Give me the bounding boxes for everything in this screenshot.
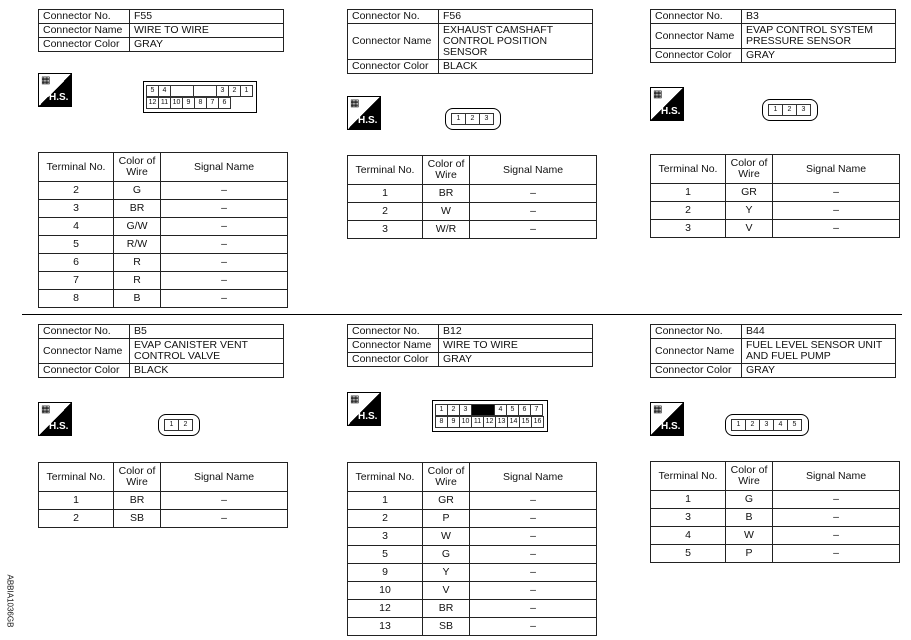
harness-side-icon <box>347 392 381 426</box>
table-row <box>39 254 288 272</box>
connector-glyph-icon: ▦ <box>653 404 663 415</box>
table-row <box>39 182 288 200</box>
table-row <box>39 290 288 308</box>
pin-cell: 14 <box>507 416 520 428</box>
header-wire-color: Color of Wire <box>726 462 773 491</box>
terminal-header-row <box>348 156 597 185</box>
cell-terminal: 2 <box>39 510 114 528</box>
pin-cell: 2 <box>465 113 480 125</box>
cell-signal: – <box>161 272 288 290</box>
connector-glyph-icon: ▦ <box>350 394 360 405</box>
pin-row <box>147 97 253 109</box>
info-row-color <box>39 38 284 52</box>
pin-cell: 3 <box>216 85 229 97</box>
harness-side-icon <box>347 96 381 130</box>
cell-wire-color: BR <box>423 600 470 618</box>
info-label: Connector Name <box>39 24 130 38</box>
pin-cell: 1 <box>768 104 783 116</box>
cell-terminal: 2 <box>651 202 726 220</box>
table-row <box>348 510 597 528</box>
info-label: Connector Name <box>651 339 742 364</box>
cell-signal: – <box>470 203 597 221</box>
cell-terminal: 1 <box>651 184 726 202</box>
cell-terminal: 9 <box>348 564 423 582</box>
pin-row <box>452 113 494 125</box>
header-wire-color: Color of Wire <box>114 153 161 182</box>
harness-side-icon <box>650 402 684 436</box>
cell-terminal: 6 <box>39 254 114 272</box>
pin-cell: 6 <box>518 404 531 416</box>
table-row <box>348 492 597 510</box>
info-row-color <box>348 60 593 74</box>
cell-terminal: 4 <box>39 218 114 236</box>
table-row <box>39 200 288 218</box>
cell-signal: – <box>470 582 597 600</box>
cell-terminal: 10 <box>348 582 423 600</box>
pin-cell: 7 <box>206 97 219 109</box>
header-wire-color: Color of Wire <box>423 156 470 185</box>
header-signal: Signal Name <box>470 156 597 185</box>
cell-wire-color: V <box>423 582 470 600</box>
table-row <box>39 272 288 290</box>
table-row <box>348 618 597 636</box>
info-label: Connector Color <box>348 60 439 74</box>
info-row-name <box>651 24 896 49</box>
info-value: EVAP CANISTER VENT CONTROL VALVE <box>130 339 284 364</box>
pin-cell: 12 <box>146 97 159 109</box>
connector-panel-b44 <box>650 324 896 378</box>
cell-wire-color: G <box>423 546 470 564</box>
cell-terminal: 3 <box>39 200 114 218</box>
pin-cell: 5 <box>787 419 802 431</box>
cell-terminal: 3 <box>348 528 423 546</box>
cell-terminal: 2 <box>348 203 423 221</box>
pin-cell: 3 <box>459 404 472 416</box>
table-row <box>348 185 597 203</box>
connector-face <box>143 81 257 113</box>
pin-cell: 5 <box>506 404 519 416</box>
cell-wire-color: Y <box>423 564 470 582</box>
terminal-header-row <box>651 155 900 184</box>
info-value: B44 <box>742 325 896 339</box>
pin-cell: 1 <box>731 419 746 431</box>
cell-signal: – <box>161 182 288 200</box>
cell-wire-color: V <box>726 220 773 238</box>
pin-cell: 8 <box>194 97 207 109</box>
terminal-table <box>38 462 288 528</box>
pin-row <box>732 419 802 431</box>
connector-face <box>762 99 818 121</box>
header-wire-color: Color of Wire <box>114 463 161 492</box>
cell-signal: – <box>470 600 597 618</box>
connector-glyph-icon: ▦ <box>653 89 663 100</box>
cell-wire-color: P <box>726 545 773 563</box>
cell-wire-color: R/W <box>114 236 161 254</box>
table-row <box>348 600 597 618</box>
cell-wire-color: W <box>423 203 470 221</box>
figure-id: ABBIA1036GB <box>5 574 15 628</box>
info-value: F55 <box>130 10 284 24</box>
cell-terminal: 7 <box>39 272 114 290</box>
pin-cell: 1 <box>435 404 448 416</box>
info-row-no <box>39 10 284 24</box>
pin-cell: 6 <box>218 97 231 109</box>
pin-cell: 9 <box>182 97 195 109</box>
info-value: F56 <box>439 10 593 24</box>
cell-signal: – <box>470 564 597 582</box>
info-label: Connector Name <box>348 24 439 60</box>
terminal-table <box>650 461 900 563</box>
table-row <box>39 236 288 254</box>
pin-cell: 13 <box>495 416 508 428</box>
cell-wire-color: SB <box>423 618 470 636</box>
info-value: FUEL LEVEL SENSOR UNIT AND FUEL PUMP <box>742 339 896 364</box>
cell-signal: – <box>161 218 288 236</box>
cell-signal: – <box>161 510 288 528</box>
connector-panel-b12 <box>347 324 593 367</box>
connector-key <box>170 85 194 97</box>
info-row-name <box>651 339 896 364</box>
info-row-color <box>348 353 593 367</box>
pin-cell: 1 <box>164 419 179 431</box>
terminal-header-row <box>348 463 597 492</box>
connector-info-table <box>347 9 593 74</box>
info-label: Connector Name <box>651 24 742 49</box>
info-label: Connector Color <box>651 49 742 63</box>
cell-wire-color: G/W <box>114 218 161 236</box>
pin-cell: 4 <box>158 85 171 97</box>
table-row <box>348 221 597 239</box>
cell-terminal: 3 <box>651 509 726 527</box>
cell-wire-color: W <box>726 527 773 545</box>
cell-terminal: 8 <box>39 290 114 308</box>
header-wire-color: Color of Wire <box>726 155 773 184</box>
hs-label: H.S. <box>661 106 681 117</box>
pin-cell: 1 <box>240 85 253 97</box>
info-row-no <box>651 325 896 339</box>
cell-signal: – <box>161 254 288 272</box>
info-value: BLACK <box>130 364 284 378</box>
pin-cell: 2 <box>178 419 193 431</box>
cell-signal: – <box>470 510 597 528</box>
info-label: Connector No. <box>39 325 130 339</box>
info-row-no <box>348 325 593 339</box>
connector-glyph-icon: ▦ <box>41 404 51 415</box>
cell-wire-color: SB <box>114 510 161 528</box>
info-label: Connector No. <box>651 325 742 339</box>
pin-cell: 7 <box>530 404 543 416</box>
pin-cell: 9 <box>447 416 460 428</box>
harness-side-icon <box>38 73 72 107</box>
terminal-header-row <box>651 462 900 491</box>
hs-label: H.S. <box>49 421 69 432</box>
table-row <box>348 203 597 221</box>
cell-terminal: 1 <box>39 492 114 510</box>
connector-info-table <box>650 9 896 63</box>
cell-signal: – <box>773 527 900 545</box>
connector-panel-b3 <box>650 9 896 63</box>
cell-terminal: 2 <box>348 510 423 528</box>
info-label: Connector Name <box>39 339 130 364</box>
cell-signal: – <box>773 220 900 238</box>
pin-cell: 2 <box>447 404 460 416</box>
cell-wire-color: GR <box>726 184 773 202</box>
pin-cell: 2 <box>782 104 797 116</box>
pin-cell: 3 <box>796 104 811 116</box>
pin-cell: 11 <box>471 416 484 428</box>
connector-glyph-icon: ▦ <box>350 98 360 109</box>
pin-cell: 10 <box>459 416 472 428</box>
cell-signal: – <box>470 221 597 239</box>
connector-info-table <box>38 324 284 378</box>
cell-terminal: 1 <box>348 185 423 203</box>
terminal-table <box>347 155 597 239</box>
pin-cell: 16 <box>531 416 544 428</box>
info-row-no <box>348 10 593 24</box>
info-row-color <box>651 49 896 63</box>
pin-cell: 2 <box>228 85 241 97</box>
table-row <box>651 527 900 545</box>
header-terminal: Terminal No. <box>39 153 114 182</box>
cell-terminal: 5 <box>651 545 726 563</box>
header-terminal: Terminal No. <box>39 463 114 492</box>
terminal-table <box>650 154 900 238</box>
harness-side-icon <box>38 402 72 436</box>
pin-cell: 11 <box>158 97 171 109</box>
connector-glyph-icon: ▦ <box>41 75 51 86</box>
info-value: BLACK <box>439 60 593 74</box>
cell-terminal: 5 <box>348 546 423 564</box>
connector-face <box>432 400 548 432</box>
cell-wire-color: B <box>726 509 773 527</box>
table-row <box>39 510 288 528</box>
table-row <box>348 582 597 600</box>
table-row <box>651 220 900 238</box>
table-row <box>39 218 288 236</box>
pin-cell: 8 <box>435 416 448 428</box>
cell-wire-color: BR <box>423 185 470 203</box>
pin-row <box>436 416 544 428</box>
cell-signal: – <box>161 200 288 218</box>
pin-cell: 10 <box>170 97 183 109</box>
info-row-color <box>39 364 284 378</box>
info-row-no <box>39 325 284 339</box>
terminal-header-row <box>39 153 288 182</box>
connector-key <box>193 85 217 97</box>
info-value: GRAY <box>742 364 896 378</box>
cell-wire-color: W/R <box>423 221 470 239</box>
info-label: Connector No. <box>39 10 130 24</box>
info-value: B12 <box>439 325 593 339</box>
pin-row <box>165 419 193 431</box>
cell-terminal: 2 <box>39 182 114 200</box>
pin-cell: 2 <box>745 419 760 431</box>
info-value: WIRE TO WIRE <box>130 24 284 38</box>
connector-info-table <box>650 324 896 378</box>
info-value: B3 <box>742 10 896 24</box>
header-terminal: Terminal No. <box>651 155 726 184</box>
info-label: Connector Color <box>39 38 130 52</box>
info-label: Connector No. <box>348 10 439 24</box>
cell-terminal: 4 <box>651 527 726 545</box>
cell-wire-color: P <box>423 510 470 528</box>
cell-terminal: 12 <box>348 600 423 618</box>
cell-wire-color: GR <box>423 492 470 510</box>
cell-wire-color: BR <box>114 200 161 218</box>
info-row-no <box>651 10 896 24</box>
cell-signal: – <box>161 290 288 308</box>
info-label: Connector No. <box>651 10 742 24</box>
info-value: GRAY <box>130 38 284 52</box>
cell-signal: – <box>470 618 597 636</box>
pin-cell: 1 <box>451 113 466 125</box>
pin-cell: 4 <box>494 404 507 416</box>
info-label: Connector Name <box>348 339 439 353</box>
terminal-table <box>347 462 597 636</box>
header-signal: Signal Name <box>161 463 288 492</box>
hs-label: H.S. <box>661 421 681 432</box>
table-row <box>651 491 900 509</box>
header-signal: Signal Name <box>773 462 900 491</box>
cell-signal: – <box>773 491 900 509</box>
table-row <box>651 545 900 563</box>
connector-panel-b5 <box>38 324 284 378</box>
connector-face <box>158 414 200 436</box>
cell-signal: – <box>773 202 900 220</box>
info-value: B5 <box>130 325 284 339</box>
hs-label: H.S. <box>358 115 378 126</box>
cell-wire-color: G <box>726 491 773 509</box>
connector-face <box>725 414 809 436</box>
table-row <box>651 202 900 220</box>
table-row <box>348 546 597 564</box>
section-divider <box>22 314 902 315</box>
info-row-name <box>348 24 593 60</box>
cell-terminal: 3 <box>348 221 423 239</box>
table-row <box>39 492 288 510</box>
table-row <box>348 564 597 582</box>
pin-row <box>769 104 811 116</box>
info-row-name <box>348 339 593 353</box>
header-signal: Signal Name <box>161 153 288 182</box>
info-row-name <box>39 339 284 364</box>
info-label: Connector No. <box>348 325 439 339</box>
info-value: EXHAUST CAMSHAFT CONTROL POSITION SENSOR <box>439 24 593 60</box>
info-value: GRAY <box>742 49 896 63</box>
pin-row <box>436 404 544 416</box>
header-signal: Signal Name <box>773 155 900 184</box>
pin-cell: 4 <box>773 419 788 431</box>
connector-info-table <box>347 324 593 367</box>
pin-cell: 15 <box>519 416 532 428</box>
pin-cell: 12 <box>483 416 496 428</box>
table-row <box>348 528 597 546</box>
cell-signal: – <box>161 236 288 254</box>
table-row <box>651 184 900 202</box>
hs-label: H.S. <box>358 411 378 422</box>
header-terminal: Terminal No. <box>348 463 423 492</box>
info-row-color <box>651 364 896 378</box>
cell-signal: – <box>161 492 288 510</box>
cell-signal: – <box>773 509 900 527</box>
cell-wire-color: Y <box>726 202 773 220</box>
cell-wire-color: B <box>114 290 161 308</box>
cell-terminal: 3 <box>651 220 726 238</box>
cell-signal: – <box>470 492 597 510</box>
cell-wire-color: W <box>423 528 470 546</box>
connector-key <box>471 404 495 416</box>
header-wire-color: Color of Wire <box>423 463 470 492</box>
terminal-header-row <box>39 463 288 492</box>
cell-signal: – <box>470 528 597 546</box>
connector-panel-f56 <box>347 9 593 74</box>
connector-panel-f55 <box>38 9 284 52</box>
hs-label: H.S. <box>49 92 69 103</box>
connector-face <box>445 108 501 130</box>
info-label: Connector Color <box>39 364 130 378</box>
pin-cell: 3 <box>759 419 774 431</box>
info-label: Connector Color <box>651 364 742 378</box>
cell-wire-color: R <box>114 272 161 290</box>
harness-side-icon <box>650 87 684 121</box>
table-row <box>651 509 900 527</box>
cell-signal: – <box>470 185 597 203</box>
pin-cell: 5 <box>146 85 159 97</box>
cell-terminal: 5 <box>39 236 114 254</box>
cell-signal: – <box>773 545 900 563</box>
info-value: WIRE TO WIRE <box>439 339 593 353</box>
cell-signal: – <box>773 184 900 202</box>
cell-terminal: 1 <box>651 491 726 509</box>
header-signal: Signal Name <box>470 463 597 492</box>
cell-terminal: 13 <box>348 618 423 636</box>
info-value: GRAY <box>439 353 593 367</box>
header-terminal: Terminal No. <box>348 156 423 185</box>
info-label: Connector Color <box>348 353 439 367</box>
cell-wire-color: R <box>114 254 161 272</box>
cell-signal: – <box>470 546 597 564</box>
info-row-name <box>39 24 284 38</box>
cell-wire-color: BR <box>114 492 161 510</box>
header-terminal: Terminal No. <box>651 462 726 491</box>
cell-terminal: 1 <box>348 492 423 510</box>
terminal-table <box>38 152 288 308</box>
pin-row <box>147 85 253 97</box>
pin-cell: 3 <box>479 113 494 125</box>
info-value: EVAP CONTROL SYSTEM PRESSURE SENSOR <box>742 24 896 49</box>
connector-info-table <box>38 9 284 52</box>
cell-wire-color: G <box>114 182 161 200</box>
